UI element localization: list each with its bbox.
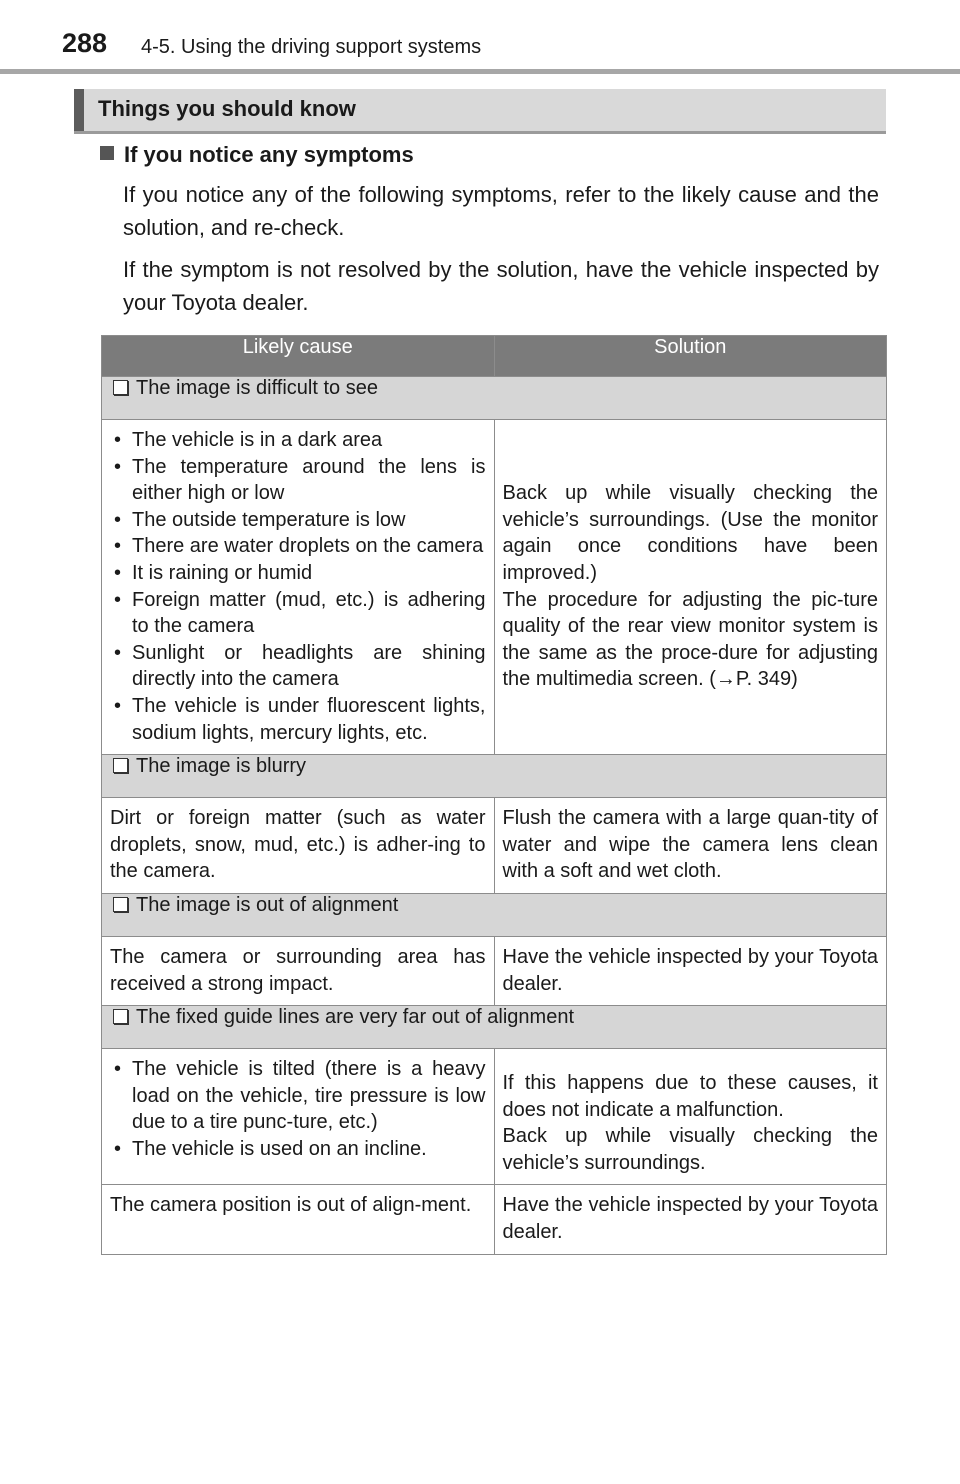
- cause-cell: Dirt or foreign matter (such as water droplets, snow, mud, etc.) is adher-ing to the camera.: [102, 798, 495, 894]
- solution-text: The procedure for adjusting the pic-ture quality of the rear view monitor system is the same as the proce-dure for adjusting the multimedia screen. (→P. 349): [502, 588, 878, 691]
- list-item: • The vehicle is under fluorescent lights, sodium lights, mercury lights, etc.: [110, 693, 486, 746]
- banner-accent: [74, 89, 84, 131]
- troubleshooting-table: [101, 335, 887, 1255]
- table-row: [102, 1049, 887, 1185]
- page-header: [0, 0, 960, 76]
- solution-cell: Flush the camera with a large quan-tity of water and wipe the camera lens clean with a soft and wet cloth.: [494, 798, 887, 894]
- solution-text: Back up while visually checking the vehicle’s surroundings.: [502, 1125, 878, 1174]
- category-label: The image is blurry: [136, 755, 307, 778]
- solution-text: If this happens due to these causes, it does not indicate a malfunction.: [502, 1072, 878, 1121]
- solution-cell: [494, 420, 887, 755]
- header-solution: Solution: [494, 336, 887, 377]
- category-row: [102, 755, 887, 798]
- checkbox-icon: [113, 758, 128, 773]
- header-likely-cause: Likely cause: [102, 336, 495, 377]
- list-item: • Foreign matter (mud, etc.) is adhering to the camera: [110, 587, 486, 640]
- checkbox-icon: [113, 380, 128, 395]
- table-row: [102, 420, 887, 755]
- checkbox-icon: [113, 1009, 128, 1024]
- solution-cell: Have the vehicle inspected by your Toyota dealer.: [494, 936, 887, 1005]
- table-row: [102, 798, 887, 894]
- cause-cell: [102, 1049, 495, 1185]
- cause-list: [110, 1056, 486, 1162]
- cause-cell: [102, 420, 495, 755]
- solution-cell: [494, 1049, 887, 1185]
- list-item: • The vehicle is in a dark area: [110, 427, 486, 454]
- list-item: • The temperature around the lens is either high or low: [110, 454, 486, 507]
- category-label: The image is difficult to see: [136, 377, 378, 399]
- list-item: • The outside temperature is low: [110, 507, 486, 534]
- category-label: The fixed guide lines are very far out of alignment: [136, 1006, 575, 1029]
- solution-text: Back up while visually checking the vehicle’s surroundings. (Use the monitor again once conditions have been improved.): [502, 482, 878, 584]
- intro-paragraph-1: If you notice any of the following symptoms, refer to the likely cause and the solution, and re-check.: [123, 182, 879, 240]
- category-row: [102, 1006, 887, 1049]
- list-item: • It is raining or humid: [110, 560, 486, 587]
- category-row: [102, 377, 887, 420]
- category-label: The image is out of alignment: [136, 893, 399, 916]
- section-title: 4-5. Using the driving support systems: [141, 36, 482, 58]
- square-bullet-icon: [100, 146, 114, 160]
- banner-title: Things you should know: [98, 96, 356, 121]
- list-item: • The vehicle is tilted (there is a heavy load on the vehicle, tire pressure is low due to a tire punc-ture, etc.): [110, 1056, 486, 1136]
- header-divider: [0, 69, 960, 74]
- cause-cell: The camera position is out of align-ment.: [102, 1185, 495, 1254]
- list-item: • There are water droplets on the camera: [110, 533, 486, 560]
- list-item: • Sunlight or headlights are shining directly into the camera: [110, 640, 486, 693]
- category-row: [102, 893, 887, 936]
- solution-cell: Have the vehicle inspected by your Toyota dealer.: [494, 1185, 887, 1254]
- page-number: 288: [62, 28, 108, 58]
- cause-list: [110, 427, 486, 746]
- list-item: • The vehicle is used on an incline.: [110, 1136, 486, 1163]
- intro-paragraph-2: If the symptom is not resolved by the solution, have the vehicle inspected by your Toyota dealer.: [123, 257, 879, 315]
- table-row: [102, 936, 887, 1005]
- table-header-row: [102, 336, 887, 377]
- symptoms-heading: [100, 142, 414, 168]
- symptoms-heading-text: If you notice any symptoms: [124, 142, 414, 167]
- checkbox-icon: [113, 897, 128, 912]
- cause-cell: The camera or surrounding area has received a strong impact.: [102, 936, 495, 1005]
- things-to-know-banner: [74, 89, 886, 134]
- table-row: [102, 1185, 887, 1254]
